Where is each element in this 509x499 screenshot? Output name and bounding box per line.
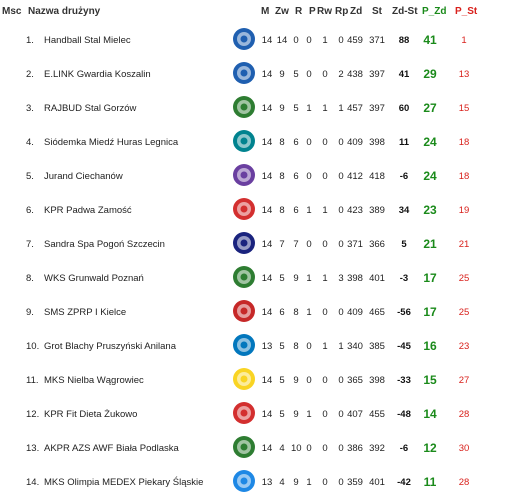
draws-cell: 9	[293, 375, 299, 386]
wins-penalty-cell: 0	[322, 69, 328, 80]
losses-cell: 1	[306, 307, 312, 318]
table-row[interactable]	[0, 124, 509, 158]
goals-against-cell: 397	[369, 69, 385, 80]
goals-for-cell: 365	[347, 375, 363, 386]
draws-cell: 10	[291, 443, 302, 454]
losses-cell: 1	[306, 103, 312, 114]
wins-penalty-cell: 1	[322, 205, 328, 216]
table-row[interactable]	[0, 294, 509, 328]
team-name-cell[interactable]: MKS Olimpia MEDEX Piekary Śląskie	[44, 477, 204, 488]
losses-cell: 1	[306, 273, 312, 284]
wins-cell: 5	[279, 273, 285, 284]
azs-biala-logo	[231, 433, 257, 461]
matches-cell: 14	[261, 171, 273, 182]
points-won-cell: 23	[423, 203, 437, 217]
goal-diff-cell: -42	[397, 477, 411, 488]
wins-cell: 5	[279, 375, 285, 386]
points-lost-cell: 13	[458, 69, 470, 80]
points-won-cell: 17	[423, 305, 437, 319]
draws-cell: 7	[293, 239, 299, 250]
losses-penalty-cell: 2	[338, 69, 344, 80]
olimpia-piekary-logo	[231, 467, 257, 495]
goals-against-cell: 465	[369, 307, 385, 318]
table-row[interactable]	[0, 192, 509, 226]
losses-penalty-cell: 0	[338, 409, 344, 420]
goal-diff-cell: -45	[397, 341, 411, 352]
points-won-cell: 24	[423, 169, 437, 183]
header-zw: Zw	[275, 6, 289, 17]
goal-diff-cell: -6	[399, 443, 409, 454]
jurand-logo	[231, 161, 257, 189]
draws-cell: 6	[293, 205, 299, 216]
draws-cell: 8	[293, 341, 299, 352]
goal-diff-cell: 11	[398, 137, 410, 148]
matches-cell: 14	[261, 307, 273, 318]
goals-against-cell: 366	[369, 239, 385, 250]
table-row[interactable]	[0, 56, 509, 90]
header-zd-st: Zd-St	[392, 6, 418, 17]
points-won-cell: 24	[423, 135, 437, 149]
table-header	[0, 0, 509, 22]
wins-cell: 4	[279, 477, 285, 488]
position-cell: 9.	[26, 307, 34, 318]
goals-for-cell: 412	[347, 171, 363, 182]
points-won-cell: 16	[423, 339, 437, 353]
position-cell: 3.	[26, 103, 34, 114]
table-row[interactable]	[0, 328, 509, 362]
goals-against-cell: 398	[369, 375, 385, 386]
points-won-cell: 27	[423, 101, 437, 115]
team-name-cell[interactable]: MKS Nielba Wągrowiec	[44, 375, 144, 386]
wins-penalty-cell: 1	[322, 341, 328, 352]
header-zd: Zd	[350, 6, 363, 17]
team-name-cell[interactable]: Siódemka Miedź Huras Legnica	[44, 137, 179, 148]
team-name-cell[interactable]: Handball Stal Mielec	[44, 35, 131, 46]
wins-cell: 7	[279, 239, 285, 250]
draws-cell: 8	[293, 307, 299, 318]
goals-for-cell: 340	[347, 341, 363, 352]
points-lost-cell: 28	[458, 477, 470, 488]
draws-cell: 0	[293, 35, 299, 46]
gwardia-koszalin-logo	[231, 59, 257, 87]
goals-against-cell: 418	[369, 171, 385, 182]
matches-cell: 14	[261, 69, 273, 80]
draws-cell: 5	[293, 69, 299, 80]
wins-cell: 14	[276, 35, 288, 46]
team-name-cell[interactable]: RAJBUD Stal Gorzów	[44, 103, 137, 114]
losses-penalty-cell: 1	[338, 341, 344, 352]
goal-diff-cell: -6	[399, 171, 409, 182]
team-name-cell[interactable]: Jurand Ciechanów	[44, 171, 123, 182]
position-cell: 13.	[26, 443, 40, 454]
losses-penalty-cell: 0	[338, 375, 344, 386]
goals-for-cell: 459	[347, 35, 363, 46]
goals-against-cell: 389	[369, 205, 385, 216]
team-name-cell[interactable]: KPR Fit Dieta Żukowo	[44, 409, 138, 420]
goals-against-cell: 401	[369, 273, 385, 284]
table-row[interactable]	[0, 226, 509, 260]
position-cell: 1.	[26, 35, 34, 46]
goals-against-cell: 398	[369, 137, 385, 148]
losses-penalty-cell: 3	[338, 273, 344, 284]
losses-cell: 0	[306, 239, 312, 250]
goal-diff-cell: -3	[399, 273, 409, 284]
sms-kielce-logo	[231, 297, 257, 325]
wins-penalty-cell: 0	[322, 375, 328, 386]
goals-for-cell: 359	[347, 477, 363, 488]
points-lost-cell: 18	[458, 171, 470, 182]
wins-penalty-cell: 0	[322, 307, 328, 318]
position-cell: 7.	[26, 239, 34, 250]
team-name-cell[interactable]: Grot Blachy Pruszyński Anilana	[44, 341, 177, 352]
header-st: St	[372, 6, 382, 17]
pogon-logo	[231, 229, 257, 257]
header-p: P	[309, 6, 316, 17]
table-row[interactable]	[0, 22, 509, 56]
stal-gorzow-logo	[231, 93, 257, 121]
wins-cell: 9	[279, 69, 285, 80]
points-won-cell: 29	[423, 67, 437, 81]
table-row[interactable]	[0, 464, 509, 498]
goals-for-cell: 409	[347, 137, 363, 148]
team-name-cell[interactable]: E.LINK Gwardia Koszalin	[44, 69, 151, 80]
points-lost-cell: 19	[458, 205, 470, 216]
wins-cell: 9	[279, 103, 285, 114]
points-lost-cell: 27	[458, 375, 470, 386]
points-lost-cell: 23	[458, 341, 470, 352]
draws-cell: 5	[293, 103, 299, 114]
losses-cell: 1	[306, 205, 312, 216]
position-cell: 6.	[26, 205, 34, 216]
header-msc: Msc	[2, 6, 22, 17]
losses-cell: 0	[306, 341, 312, 352]
matches-cell: 14	[261, 409, 273, 420]
losses-penalty-cell: 0	[338, 35, 344, 46]
header-m: M	[261, 6, 270, 17]
points-won-cell: 15	[423, 373, 437, 387]
table-row[interactable]	[0, 158, 509, 192]
losses-penalty-cell: 0	[338, 307, 344, 318]
goals-for-cell: 457	[347, 103, 363, 114]
draws-cell: 6	[293, 171, 299, 182]
position-cell: 4.	[26, 137, 34, 148]
goals-against-cell: 397	[369, 103, 385, 114]
goals-against-cell: 392	[369, 443, 385, 454]
points-lost-cell: 25	[458, 273, 470, 284]
losses-cell: 1	[306, 409, 312, 420]
losses-cell: 0	[306, 35, 312, 46]
wins-penalty-cell: 0	[322, 171, 328, 182]
wins-penalty-cell: 1	[322, 35, 328, 46]
matches-cell: 13	[261, 477, 273, 488]
goals-against-cell: 385	[369, 341, 385, 352]
points-lost-cell: 21	[458, 239, 470, 250]
goals-against-cell: 455	[369, 409, 385, 420]
matches-cell: 14	[261, 273, 273, 284]
goals-for-cell: 398	[347, 273, 363, 284]
goal-diff-cell: 34	[398, 205, 410, 216]
goal-diff-cell: -33	[397, 375, 411, 386]
losses-penalty-cell: 0	[338, 443, 344, 454]
grunwald-logo	[231, 263, 257, 291]
matches-cell: 14	[261, 375, 273, 386]
table-row[interactable]	[0, 362, 509, 396]
wins-penalty-cell: 1	[322, 103, 328, 114]
wins-penalty-cell: 0	[322, 443, 328, 454]
points-lost-cell: 18	[458, 137, 470, 148]
goals-for-cell: 371	[347, 239, 363, 250]
losses-cell: 0	[306, 375, 312, 386]
position-cell: 8.	[26, 273, 34, 284]
losses-penalty-cell: 0	[338, 239, 344, 250]
wins-penalty-cell: 1	[322, 273, 328, 284]
points-won-cell: 41	[423, 33, 437, 47]
losses-penalty-cell: 1	[338, 103, 344, 114]
wins-cell: 8	[279, 137, 285, 148]
points-lost-cell: 1	[461, 35, 467, 46]
table-row[interactable]	[0, 396, 509, 430]
wins-penalty-cell: 0	[322, 137, 328, 148]
goal-diff-cell: -56	[397, 307, 411, 318]
points-won-cell: 21	[423, 237, 437, 251]
wins-penalty-cell: 0	[322, 409, 328, 420]
position-cell: 11.	[26, 375, 39, 386]
wins-cell: 4	[279, 443, 285, 454]
header-p-zd: P_Zd	[422, 6, 447, 17]
points-won-cell: 12	[423, 441, 437, 455]
goal-diff-cell: 60	[398, 103, 410, 114]
goal-diff-cell: 41	[398, 69, 410, 80]
padwa-logo	[231, 195, 257, 223]
points-won-cell: 17	[423, 271, 437, 285]
points-won-cell: 14	[423, 407, 437, 421]
goals-against-cell: 371	[369, 35, 385, 46]
team-name-cell[interactable]: AKPR AZS AWF Biała Podlaska	[44, 443, 179, 454]
table-row[interactable]	[0, 260, 509, 294]
position-cell: 2.	[26, 69, 34, 80]
goals-for-cell: 423	[347, 205, 363, 216]
goal-diff-cell: 5	[401, 239, 407, 250]
stal-mielec-logo	[231, 25, 257, 53]
points-lost-cell: 25	[458, 307, 470, 318]
table-row[interactable]	[0, 90, 509, 124]
header-rw: Rw	[317, 6, 332, 17]
losses-cell: 0	[306, 443, 312, 454]
header-r: R	[295, 6, 303, 17]
team-name-cell[interactable]: SMS ZPRP I Kielce	[44, 307, 127, 318]
losses-penalty-cell: 0	[338, 171, 344, 182]
points-lost-cell: 28	[458, 409, 470, 420]
wins-cell: 8	[279, 171, 285, 182]
points-lost-cell: 30	[458, 443, 470, 454]
team-name-cell[interactable]: KPR Padwa Zamość	[44, 205, 132, 216]
losses-cell: 0	[306, 69, 312, 80]
goals-for-cell: 386	[347, 443, 363, 454]
position-cell: 10.	[26, 341, 40, 352]
wins-penalty-cell: 0	[322, 239, 328, 250]
goals-for-cell: 407	[347, 409, 363, 420]
header-p-st: P_St	[455, 6, 478, 17]
goals-against-cell: 401	[369, 477, 385, 488]
draws-cell: 9	[293, 477, 299, 488]
goal-diff-cell: -48	[397, 409, 411, 420]
matches-cell: 14	[261, 205, 273, 216]
matches-cell: 14	[261, 137, 273, 148]
wins-cell: 8	[279, 205, 285, 216]
siodemka-legnica-logo	[231, 127, 257, 155]
header-rp: Rp	[335, 6, 349, 17]
position-cell: 12.	[26, 409, 40, 420]
position-cell: 5.	[26, 171, 34, 182]
zukowo-logo	[231, 399, 257, 427]
points-won-cell: 11	[423, 475, 437, 489]
losses-penalty-cell: 0	[338, 205, 344, 216]
position-cell: 14.	[26, 477, 40, 488]
matches-cell: 14	[261, 239, 273, 250]
wins-cell: 5	[279, 409, 285, 420]
goals-for-cell: 409	[347, 307, 363, 318]
losses-penalty-cell: 0	[338, 477, 344, 488]
matches-cell: 14	[261, 443, 273, 454]
wins-cell: 6	[279, 307, 285, 318]
losses-cell: 0	[306, 171, 312, 182]
points-lost-cell: 15	[458, 103, 470, 114]
goal-diff-cell: 88	[398, 35, 410, 46]
matches-cell: 14	[261, 35, 273, 46]
wins-cell: 5	[279, 341, 285, 352]
losses-penalty-cell: 0	[338, 137, 344, 148]
draws-cell: 9	[293, 273, 299, 284]
losses-cell: 1	[306, 477, 312, 488]
matches-cell: 14	[261, 103, 273, 114]
draws-cell: 9	[293, 409, 299, 420]
nielba-logo	[231, 365, 257, 393]
anilana-logo	[231, 331, 257, 359]
header-team: Nazwa drużyny	[28, 6, 101, 17]
team-name-cell[interactable]: Sandra Spa Pogoń Szczecin	[44, 239, 165, 250]
losses-cell: 0	[306, 137, 312, 148]
team-name-cell[interactable]: WKS Grunwald Poznań	[44, 273, 144, 284]
goals-for-cell: 438	[347, 69, 363, 80]
table-row[interactable]	[0, 430, 509, 464]
wins-penalty-cell: 0	[322, 477, 328, 488]
draws-cell: 6	[293, 137, 299, 148]
matches-cell: 13	[261, 341, 273, 352]
